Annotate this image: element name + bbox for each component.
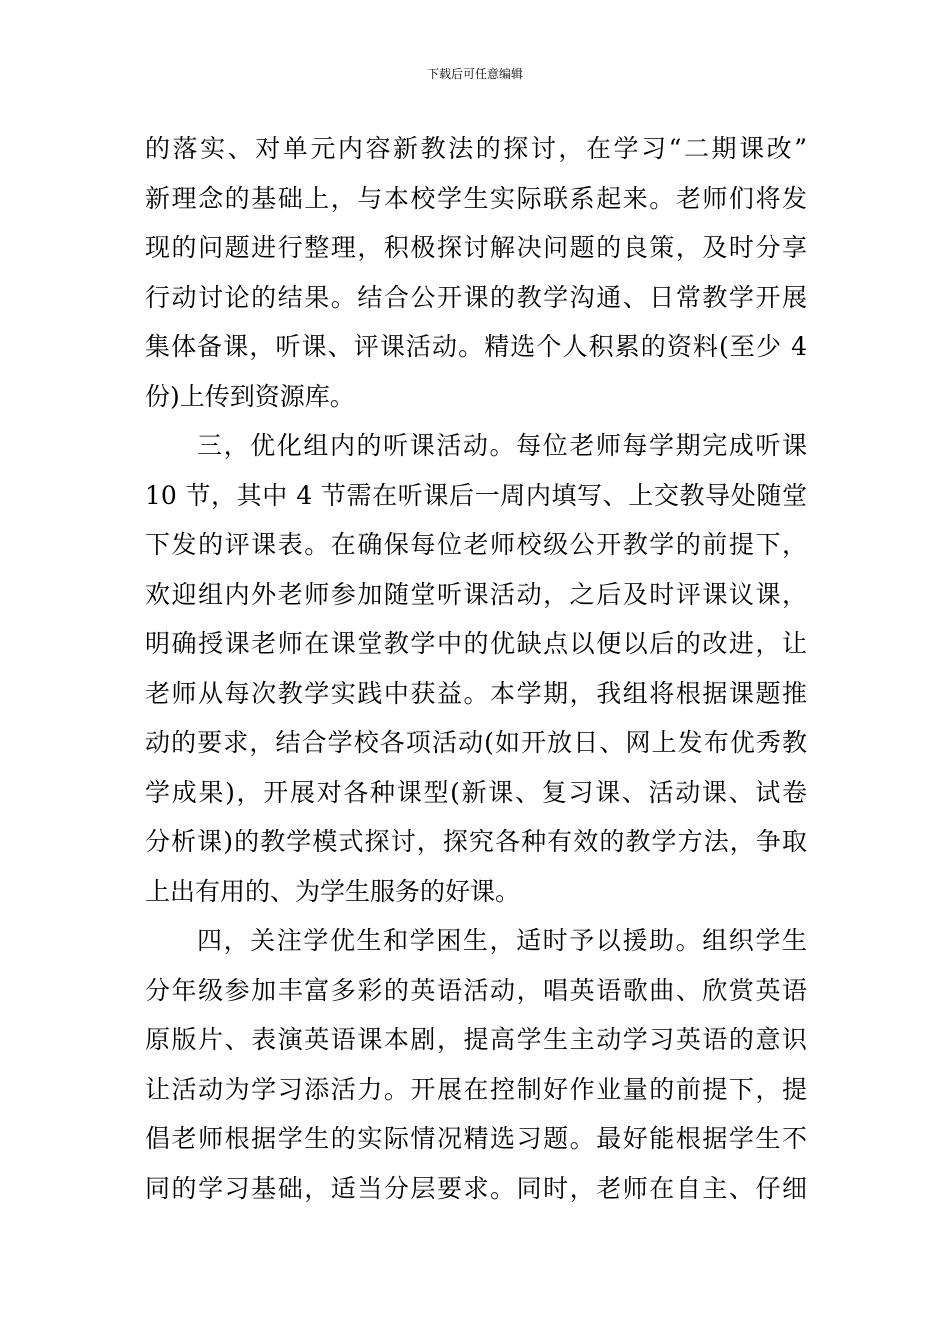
text-line: 四，关注学优生和学困生，适时予以援助。组织学生 bbox=[197, 926, 807, 955]
text-line: 上出有用的、为学生服务的好课。 bbox=[145, 876, 521, 906]
text-line: 分析课)的教学模式探讨，探究各种有效的教学方法，争取 bbox=[145, 827, 807, 856]
text-line: 学成果)，开展对各种课型(新课、复习课、活动课、试卷 bbox=[145, 777, 807, 807]
text-line: 明确授课老师在课堂教学中的优缺点以便以后的改进，让 bbox=[145, 629, 807, 658]
text-line: 10 节，其中 4 节需在听课后一周内填写、上交教导处随堂 bbox=[145, 480, 807, 510]
text-line: 分年级参加丰富多彩的英语活动，唱英语歌曲、欣赏英语 bbox=[145, 975, 807, 1005]
text-line: 欢迎组内外老师参加随堂听课活动，之后及时评课议课， bbox=[145, 579, 807, 609]
text-line: 倡老师根据学生的实际情况精选习题。最好能根据学生不 bbox=[145, 1124, 807, 1153]
text-line: 新理念的基础上，与本校学生实际联系起来。老师们将发 bbox=[145, 183, 807, 213]
text-line: 让活动为学习添活力。开展在控制好作业量的前提下，提 bbox=[145, 1074, 807, 1104]
text-line: 老师从每次教学实践中获益。本学期，我组将根据课题推 bbox=[145, 678, 807, 708]
text-line: 行动讨论的结果。结合公开课的教学沟通、日常教学开展 bbox=[145, 282, 807, 312]
text-line: 同的学习基础，适当分层要求。同时，老师在自主、仔细 bbox=[145, 1173, 807, 1203]
text-line: 现的问题进行整理，积极探讨解决问题的良策，及时分享 bbox=[145, 233, 807, 262]
text-line: 的落实、对单元内容新教法的探讨，在学习“二期课改” bbox=[145, 134, 807, 163]
text-line: 三，优化组内的听课活动。每位老师每学期完成听课 bbox=[197, 431, 807, 460]
text-line: 动的要求，结合学校各项活动(如开放日、网上发布优秀教 bbox=[145, 728, 807, 757]
page-header: 下载后可任意编辑 bbox=[426, 67, 523, 81]
text-line: 原版片、表演英语课本剧，提高学生主动学习英语的意识 bbox=[145, 1025, 807, 1054]
paragraph-1 bbox=[145, 124, 807, 421]
text-line: 集体备课，听课、评课活动。精选个人积累的资料(至少 4 bbox=[145, 332, 807, 361]
text-line: 份)上传到资源库。 bbox=[145, 381, 355, 411]
document-body bbox=[145, 124, 807, 1213]
text-line: 下发的评课表。在确保每位老师校级公开教学的前提下， bbox=[145, 530, 807, 559]
paragraph-3 bbox=[145, 916, 807, 1213]
paragraph-2 bbox=[145, 421, 807, 916]
